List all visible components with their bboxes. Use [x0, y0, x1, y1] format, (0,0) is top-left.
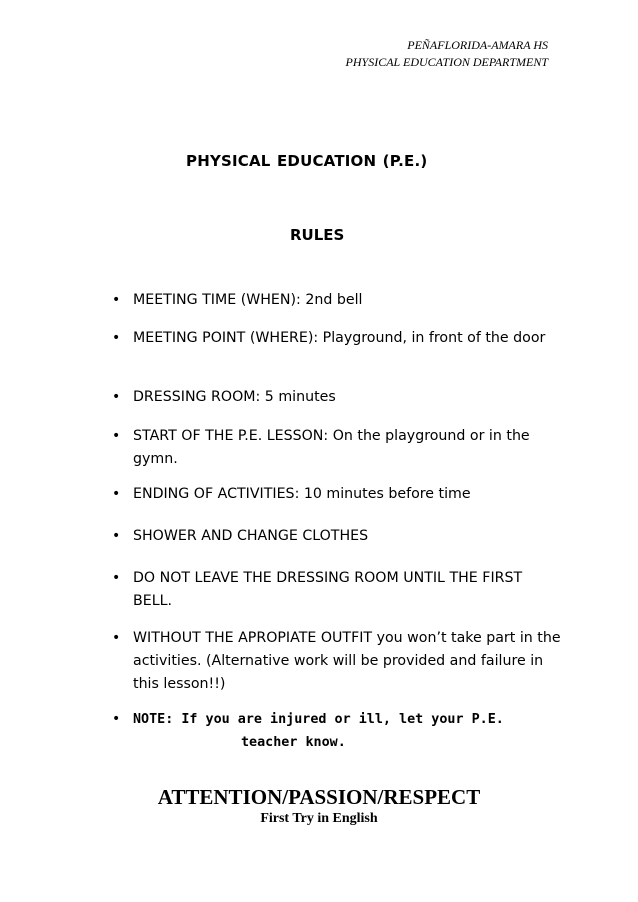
rule-item [0, 327, 563, 350]
rule-text: START OF THE P.E. LESSON: On the playground or in the gymn. [133, 428, 530, 467]
bullet-icon: • [112, 292, 121, 308]
bullet-icon: • [112, 428, 121, 444]
bullet-icon: • [112, 389, 121, 405]
tagline: First Try in English [260, 811, 378, 826]
bullet-icon: • [112, 486, 121, 502]
rule-text: SHOWER AND CHANGE CLOTHES [133, 528, 369, 544]
rule-text: MEETING TIME (WHEN): 2nd bell [133, 292, 363, 308]
rule-text: WITHOUT THE APROPIATE OUTFIT you won’t take part in the activities. (Alternative work will be provided and failure in this lesson!!) [133, 630, 561, 692]
rule-item [0, 289, 563, 312]
rule-item [0, 483, 563, 506]
department-header [346, 37, 548, 71]
motto: ATTENTION/PASSION/RESPECT [157, 785, 481, 809]
bullet-icon: • [112, 711, 121, 727]
bullet-icon: • [112, 570, 121, 586]
rule-text: MEETING POINT (WHERE): Playground, in front of the door [133, 330, 546, 346]
bullet-icon: • [112, 330, 121, 346]
rule-item [0, 525, 563, 548]
rules-heading: RULES [290, 226, 345, 244]
page-title: PHYSICAL EDUCATION (P.E.) [186, 152, 428, 170]
note-line-2: teacher know. [241, 735, 346, 750]
rule-item [0, 386, 563, 409]
rule-item [0, 627, 563, 696]
department-name: PHYSICAL EDUCATION DEPARTMENT [345, 55, 548, 69]
note-line-1: NOTE: If you are injured or ill, let your P.E. [133, 712, 504, 727]
note-item [0, 708, 563, 754]
bullet-icon: • [112, 528, 121, 544]
rule-item [0, 425, 563, 471]
rule-text: DO NOT LEAVE THE DRESSING ROOM UNTIL THE FIRST BELL. [133, 570, 523, 609]
rule-text: DRESSING ROOM: 5 minutes [133, 389, 336, 405]
bullet-icon: • [112, 630, 121, 646]
rule-text: ENDING OF ACTIVITIES: 10 minutes before time [133, 486, 471, 502]
school-name: PEÑAFLORIDA-AMARA HS [407, 38, 548, 52]
rule-item [0, 567, 563, 613]
